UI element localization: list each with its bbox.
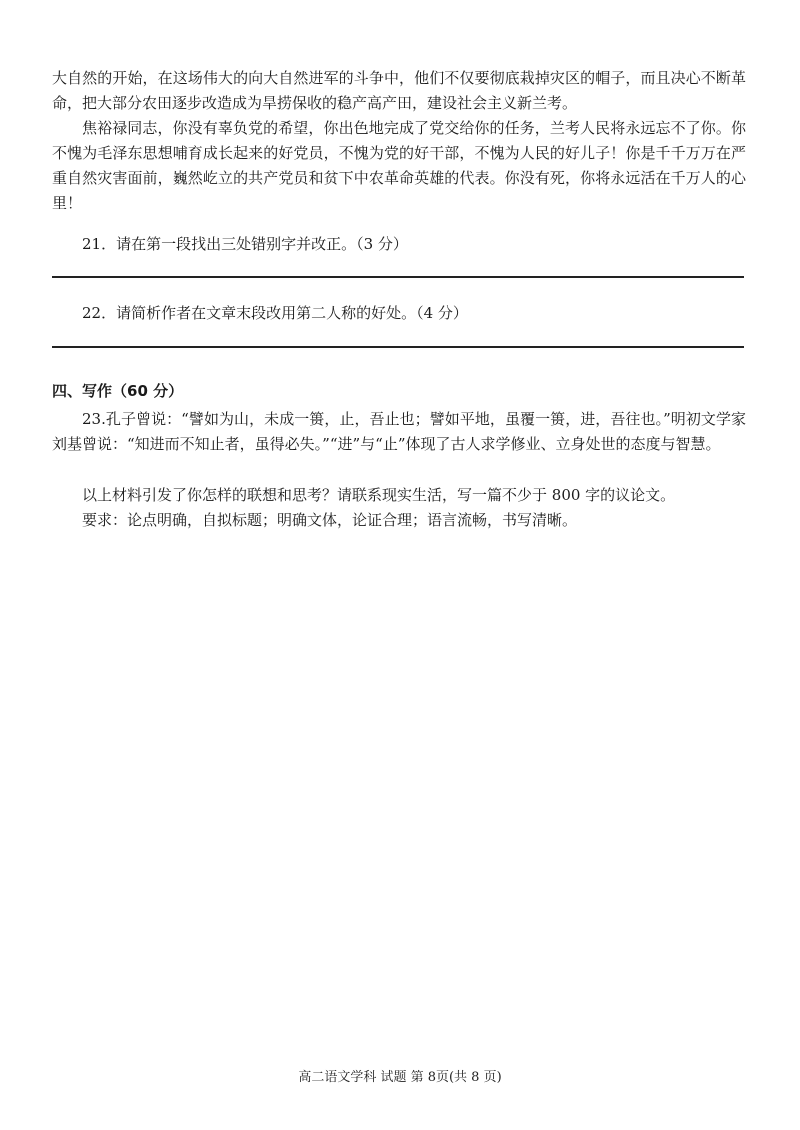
page-footer: 高二语文学科 试题 第 8页(共 8 页) bbox=[298, 1070, 502, 1085]
writing-section-heading: 四、写作（60 分） bbox=[52, 382, 184, 400]
writing-requirements: 要求：论点明确，自拟标题；明确文体，论证合理；语言流畅，书写清晰。 bbox=[82, 511, 578, 529]
writing-prompt-23: 23.孔子曾说：“譬如为山，未成一篑，止，吾止也；譬如平地，虽覆一篑，进，吾往也。”明初文学家刘基曾说：“知进而不知止者，虽得必失。”“进”与“止”体现了古人求学修业、立身处世的态度与智慧。 bbox=[52, 410, 746, 453]
passage-paragraph-1: 大自然的开始，在这场伟大的向大自然进军的斗争中，他们不仅要彻底栽掉灾区的帽子，而且决心不断革命，把大部分农田逐步改造成为旱捞保收的稳产高产田，建设社会主义新兰考。 bbox=[52, 69, 746, 112]
passage-paragraph-2: 焦裕禄同志，你没有辜负党的希望，你出色地完成了党交给你的任务，兰考人民将永远忘不了你。你不愧为毛泽东思想哺育成长起来的好党员，不愧为党的好干部，不愧为人民的好儿子！你是千千万万在严重自然灾害面前，巍然屹立的共产党员和贫下中农革命英雄的代表。你没有死，你将永远活在千万人的心里！ bbox=[52, 119, 746, 212]
answer-line-21[interactable] bbox=[52, 276, 744, 278]
answer-line-22[interactable] bbox=[52, 346, 744, 348]
question-21: 21．请在第一段找出三处错别字并改正。（3 分） bbox=[82, 235, 408, 253]
writing-instruction: 以上材料引发了你怎样的联想和思考？请联系现实生活，写一篇不少于 800 字的议论文。 bbox=[82, 486, 676, 504]
question-22: 22．请简析作者在文章末段改用第二人称的好处。（4 分） bbox=[82, 304, 468, 322]
